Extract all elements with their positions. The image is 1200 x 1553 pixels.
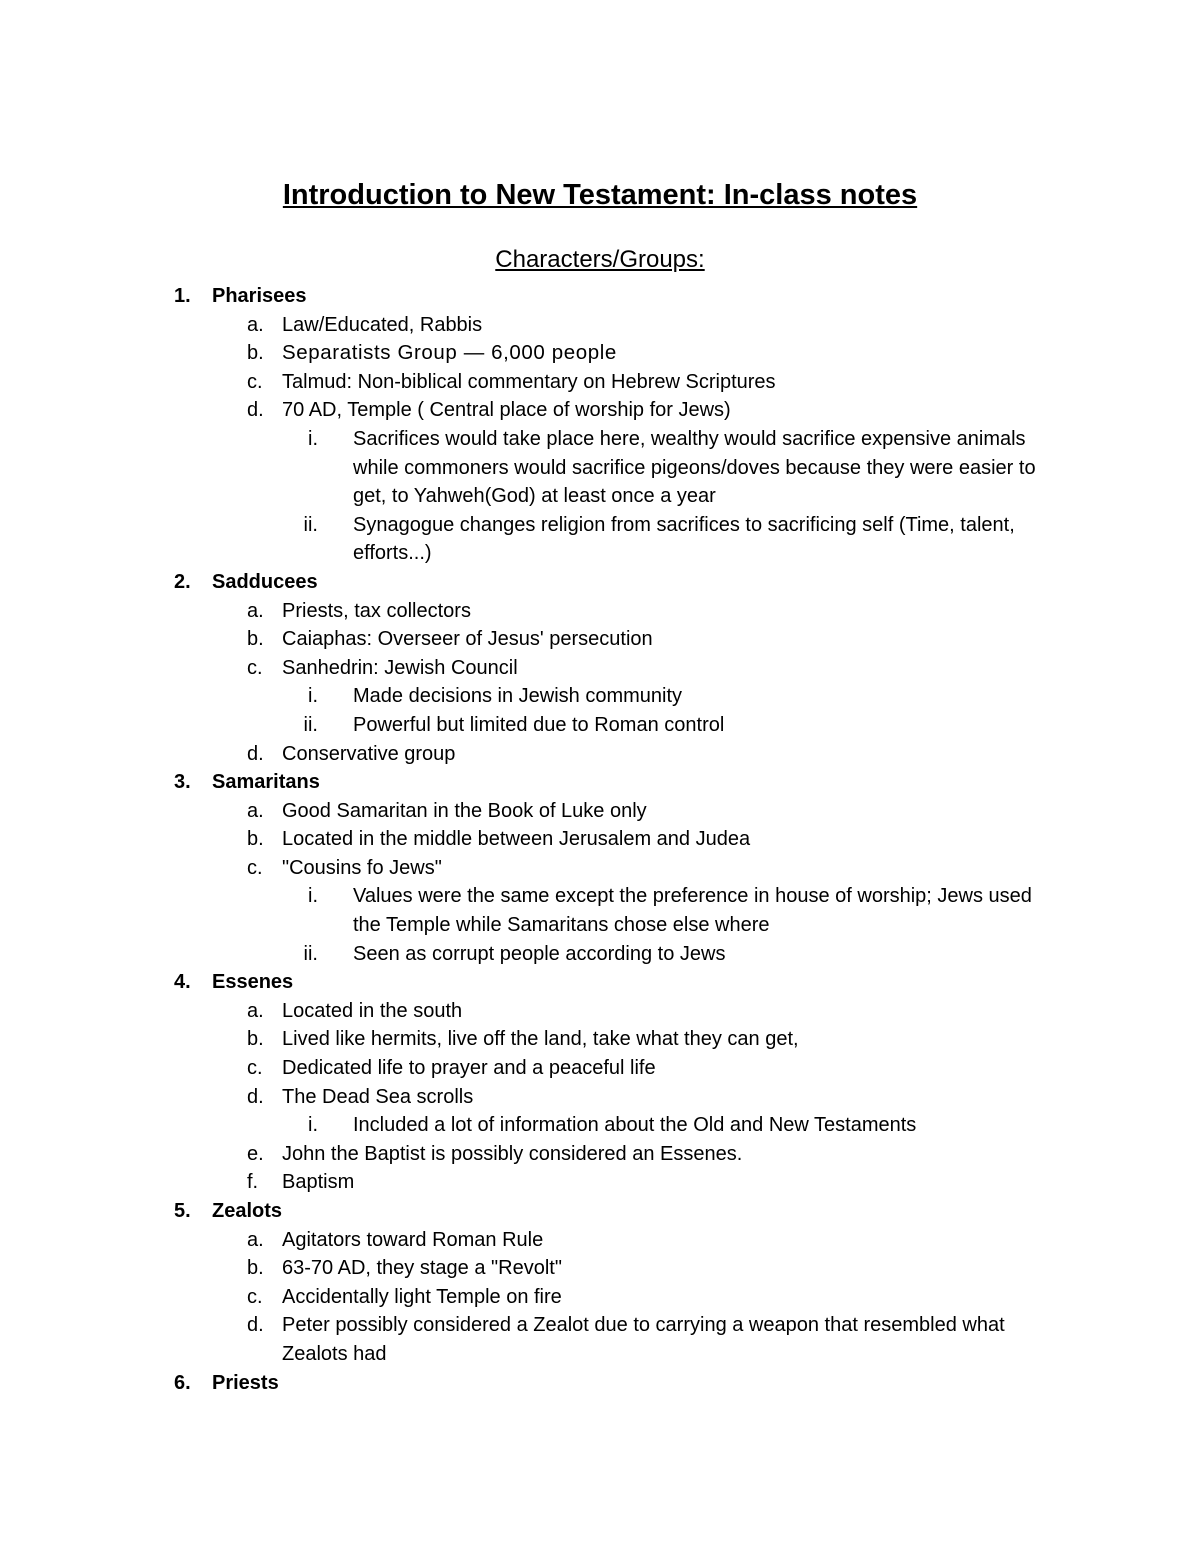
document-title: Introduction to New Testament: In-class notes [282,179,918,211]
list-item-text: Priests [212,1371,279,1394]
list-marker: c. [247,856,263,879]
list-item-text: Dedicated life to prayer and a peaceful life [282,1057,656,1080]
list-item-text: Located in the south [282,999,463,1022]
list-marker: a. [247,599,264,622]
list-item-text: Samaritans [212,771,320,794]
list-item [0,654,1200,683]
sub-list-item [0,682,1200,711]
list-item [0,396,1200,425]
sub-list-item [0,882,1200,939]
sub-list-item [0,425,1200,511]
list-item-text: Law/Educated, Rabbis [282,313,483,336]
list-marker: b. [247,628,264,651]
list-marker: a. [247,999,264,1022]
list-item-text: Zealots [212,1200,283,1222]
list-marker: c. [247,1285,263,1308]
group-heading [0,1369,1200,1398]
group-heading [0,1197,1200,1226]
list-marker: f. [247,1171,259,1194]
list-marker: 5. [174,1200,191,1222]
list-marker: ii. [303,713,318,736]
list-item-text: Good Samaritan in the Book of Luke only [282,799,647,822]
list-item [0,1025,1200,1054]
list-marker: ii. [303,942,318,965]
list-marker: c. [247,1057,263,1080]
sub-list-item [0,940,1200,969]
group-heading [0,968,1200,997]
list-item-text: Accidentally light Temple on fire [282,1285,562,1308]
list-marker: b. [247,1028,264,1051]
list-item [0,1254,1200,1283]
list-item-text: John the Baptist is possibly considered an Essenes. [282,1142,743,1165]
list-item-text: Pharisees [212,285,307,307]
list-item-text: Talmud: Non-biblical commentary on Hebrew Scriptures [282,370,776,393]
list-marker: d. [247,399,264,422]
list-marker: d. [247,742,264,765]
list-item [0,1168,1200,1197]
list-marker: a. [247,799,264,822]
list-item [0,1226,1200,1255]
list-item [0,1083,1200,1112]
list-item-text: The Dead Sea scrolls [282,1085,474,1108]
list-item-text: Priests, tax collectors [282,599,471,622]
list-item-text: Caiaphas: Overseer of Jesus' persecution [282,628,653,651]
section-heading: Characters/Groups: [495,246,705,273]
list-item-text: Separatists Group — 6,000 people [282,341,617,365]
list-marker: b. [247,1257,264,1280]
list-marker: i. [308,685,318,708]
list-item-text: Conservative group [282,742,456,765]
list-marker: 2. [174,570,191,593]
list-marker: a. [247,313,264,336]
list-marker: a. [247,1228,264,1251]
list-item-text: Baptism [282,1171,355,1194]
list-marker: c. [247,656,263,679]
list-item [0,368,1200,397]
list-item-text: 63-70 AD, they stage a "Revolt" [282,1257,562,1280]
list-item-text: Sadducees [212,570,318,593]
list-item-text: Agitators toward Roman Rule [282,1228,544,1251]
list-marker: d. [247,1314,264,1337]
list-item-text: Included a lot of information about the Old and New Testaments [353,1114,917,1137]
list-item [0,854,1200,883]
group-heading [0,568,1200,597]
list-item-text: "Cousins fo Jews" [282,856,442,879]
list-item [0,339,1200,368]
list-item [0,797,1200,826]
list-marker: b. [247,828,264,851]
list-item [0,1283,1200,1312]
sub-list-item [0,1111,1200,1140]
list-item [0,1054,1200,1083]
list-item-text: Peter possibly considered a Zealot due to carrying a weapon that resembled what Zealots had [282,1314,1005,1365]
list-item-text: Made decisions in Jewish community [353,685,683,708]
list-marker: e. [247,1142,264,1165]
list-item-text: Values were the same except the preference in house of worship; Jews used the Temple while Samaritans chose else where [353,885,1032,937]
list-marker: i. [308,1114,318,1137]
list-item [0,997,1200,1026]
list-item-text: 70 AD, Temple ( Central place of worship for Jews) [282,399,731,422]
list-item-text: Sacrifices would take place here, wealthy would sacrifice expensive animals while commoners would sacrifice pigeons/doves because they were easier to get, to Yahweh(God) at least once a year [353,427,1036,508]
list-marker: b. [247,342,264,365]
list-item [0,740,1200,769]
list-item [0,311,1200,340]
list-marker: 6. [174,1371,191,1394]
sub-list-item [0,711,1200,740]
group-heading [0,282,1200,311]
list-item-text: Synagogue changes religion from sacrifices to sacrificing self (Time, talent, efforts...) [353,513,1015,565]
list-marker: ii. [303,513,318,536]
list-item-text: Lived like hermits, live off the land, take what they can get, [282,1028,799,1051]
list-marker: d. [247,1085,264,1108]
list-item-text: Located in the middle between Jerusalem and Judea [282,828,751,851]
sub-list-item [0,511,1200,568]
list-marker: 3. [174,771,191,794]
notes-outline [0,282,1200,1397]
list-item-text: Powerful but limited due to Roman control [353,713,725,736]
list-marker: i. [308,427,318,450]
list-marker: 4. [174,971,191,994]
group-heading [0,768,1200,797]
list-item [0,1311,1200,1368]
list-marker: i. [308,885,318,908]
list-item [0,825,1200,854]
list-item-text: Seen as corrupt people according to Jews [353,942,726,965]
list-item [0,597,1200,626]
list-item [0,625,1200,654]
list-item-text: Sanhedrin: Jewish Council [282,656,518,679]
list-item [0,1140,1200,1169]
list-marker: c. [247,370,263,393]
list-item-text: Essenes [212,971,294,994]
list-marker: 1. [174,285,191,307]
